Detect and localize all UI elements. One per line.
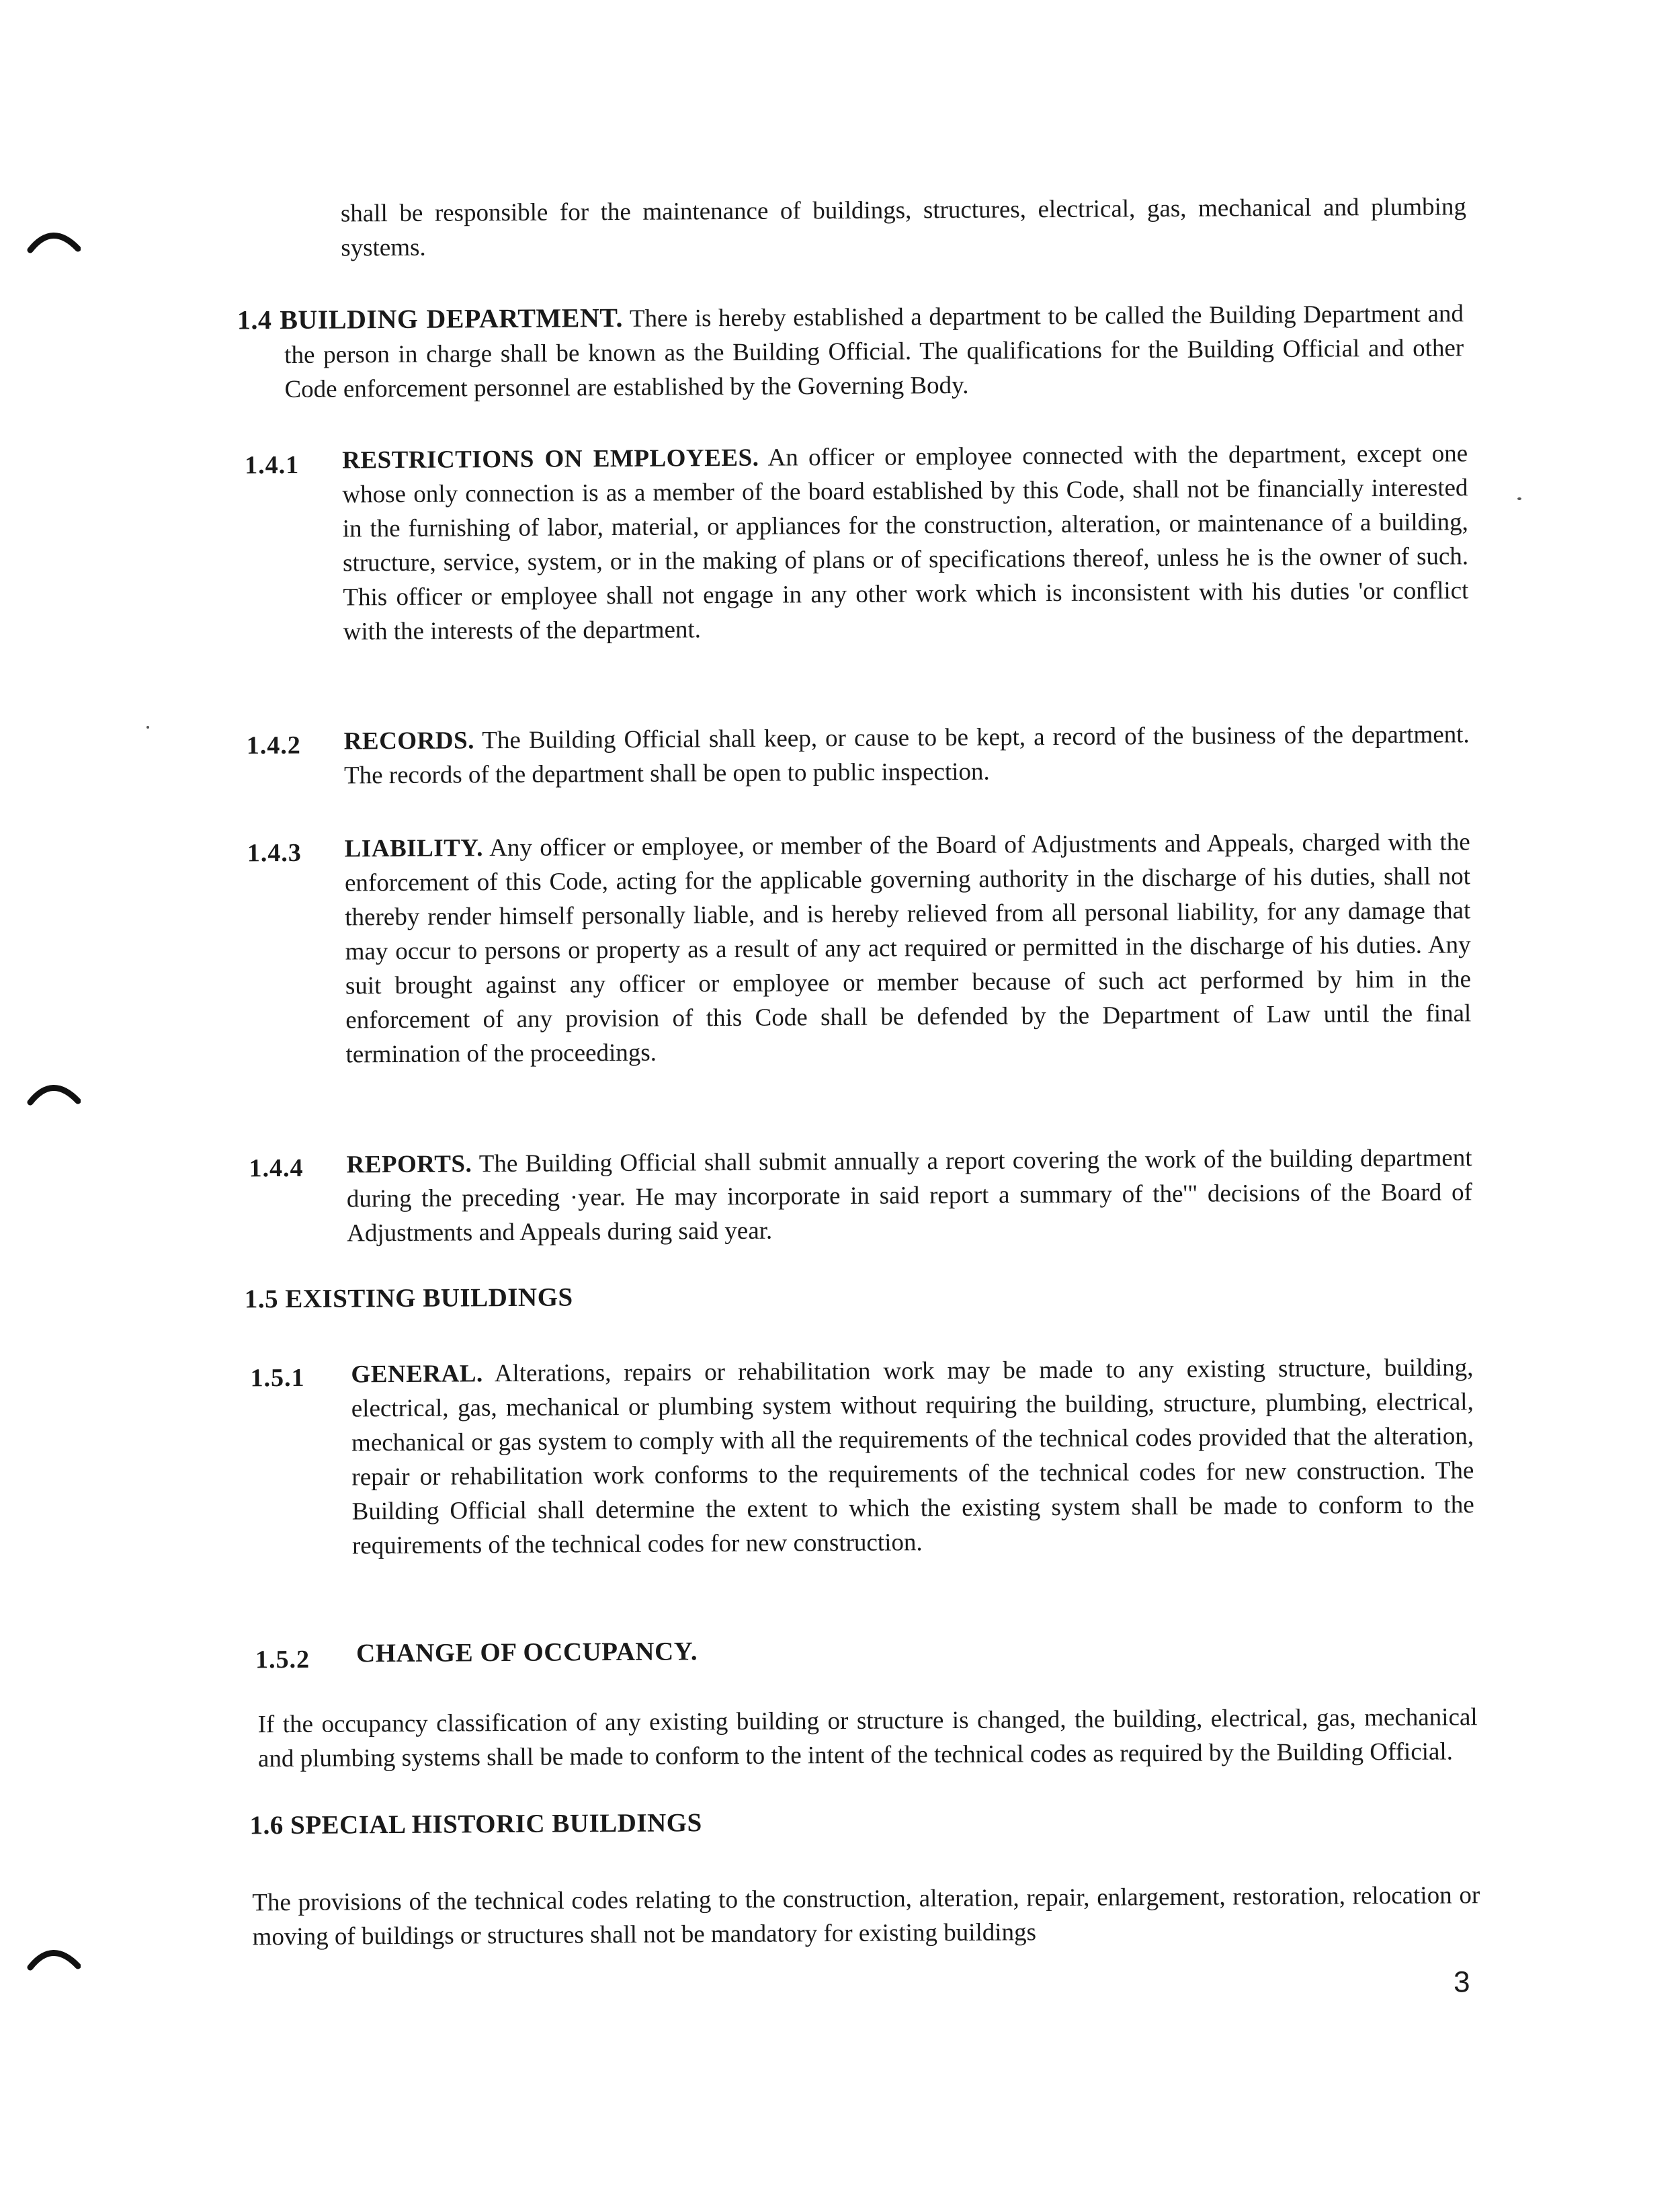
section-1-4-4	[346, 1141, 1472, 1250]
section-1-6-heading: 1.6 SPECIAL HISTORIC BUILDINGS	[249, 1808, 702, 1840]
section-1-4-4-body: The Building Official shall submit annually a report covering the work of the building department during the preceding ·year. He may incorporate in said report a summary of the'" decisions of the Board of Adjustments and Appeals during said year.	[346, 1144, 1472, 1248]
section-1-4-3-heading: LIABILITY.	[344, 834, 484, 863]
section-1-5-heading: 1.5 EXISTING BUILDINGS	[244, 1282, 573, 1314]
section-1-4-1-number: 1.4.1	[245, 450, 300, 480]
section-1-4-3-number: 1.4.3	[247, 838, 302, 868]
section-1-5-2-number: 1.5.2	[255, 1645, 310, 1674]
section-1-5-1	[351, 1350, 1474, 1563]
section-1-4-1-body: An officer or employee connected with the department, except one whose only connection is as a member of the board established by this Code, shall not be financially interested in the furnishing of labor, material, or appliances for the construction, alteration, or maintenance of a building, structure, service, system, or in the making of plans or of specifications thereof, unless he is the owner of such. This officer or employee shall not engage in any other work which is inconsistent with his duties 'or conflict with the interests of the department.	[342, 440, 1469, 646]
section-1-4-4-heading: REPORTS.	[346, 1150, 472, 1179]
section-1-5-2-heading: CHANGE OF OCCUPANCY.	[355, 1637, 698, 1668]
section-1-5-1-heading: GENERAL.	[351, 1360, 483, 1389]
intro-paragraph: shall be responsible for the maintenance of buildings, structures, electrical, gas, mechanical and plumbing systems.	[340, 193, 1467, 262]
section-1-4-2-number: 1.4.2	[246, 731, 301, 760]
section-1-4-1	[342, 436, 1469, 649]
section-1-4	[237, 295, 1464, 407]
section-1-4-1-heading: RESTRICTIONS ON EMPLOYEES.	[342, 444, 759, 475]
page-number: 3	[1453, 1965, 1470, 1999]
section-1-5-1-number: 1.5.1	[250, 1363, 305, 1393]
section-1-4-2	[344, 717, 1470, 792]
section-1-4-2-heading: RECORDS.	[343, 727, 475, 756]
section-1-4-body: There is hereby established a department to be called the Building Department and the person in charge shall be known as the Building Official. The qualifications for the Building Official and other Code enforcement personnel are established by the Governing Body.	[284, 300, 1464, 404]
section-1-4-3	[345, 825, 1472, 1071]
section-1-4-3-body: Any officer or employee, or member of the Board of Adjustments and Appeals, charged with the enforcement of this Code, acting for the applicable governing authority in the discharge of his duties, shall not thereby render himself personally liable, and is hereby relieved from all personal liability, for any damage that may occur to persons or property as a result of any act required or permitted in the discharge of his duties. Any suit brought against any officer or employee or member because of such act performed by him in the enforcement of any provision of this Code shall be defended by the Department of Law until the final termination of the proceedings.	[344, 828, 1472, 1069]
section-1-5-2-body: If the occupancy classification of any existing building or structure is changed, the building, electrical, gas, mechanical and plumbing systems shall be made to conform to the intent of the technical codes as required by the Building Official.	[257, 1703, 1478, 1773]
section-1-4-heading: 1.4 BUILDING DEPARTMENT.	[237, 302, 624, 335]
section-1-4-4-number: 1.4.4	[249, 1153, 304, 1183]
section-1-5-1-body: Alterations, repairs or rehabilitation work may be made to any existing structure, building, electrical, gas, mechanical or plumbing system without requiring the building, structure, plumbing, electrical, mechanical or gas system to comply with all the requirements of the technical codes provided that the alteration, repair or rehabilitation work conforms to the requirements of the technical codes for new construction. The Building Official shall determine the extent to which the existing system shall be made to conform to the requirements of the technical codes for new construction.	[351, 1354, 1474, 1560]
section-1-4-2-body: The Building Official shall keep, or cause to be kept, a record of the business of the department. The records of the department shall be open to public inspection.	[343, 721, 1470, 790]
section-1-6-body: The provisions of the technical codes relating to the construction, alteration, repair, enlargement, restoration, relocation or moving of buildings or structures shall not be mandatory for existing buildings	[252, 1881, 1480, 1951]
